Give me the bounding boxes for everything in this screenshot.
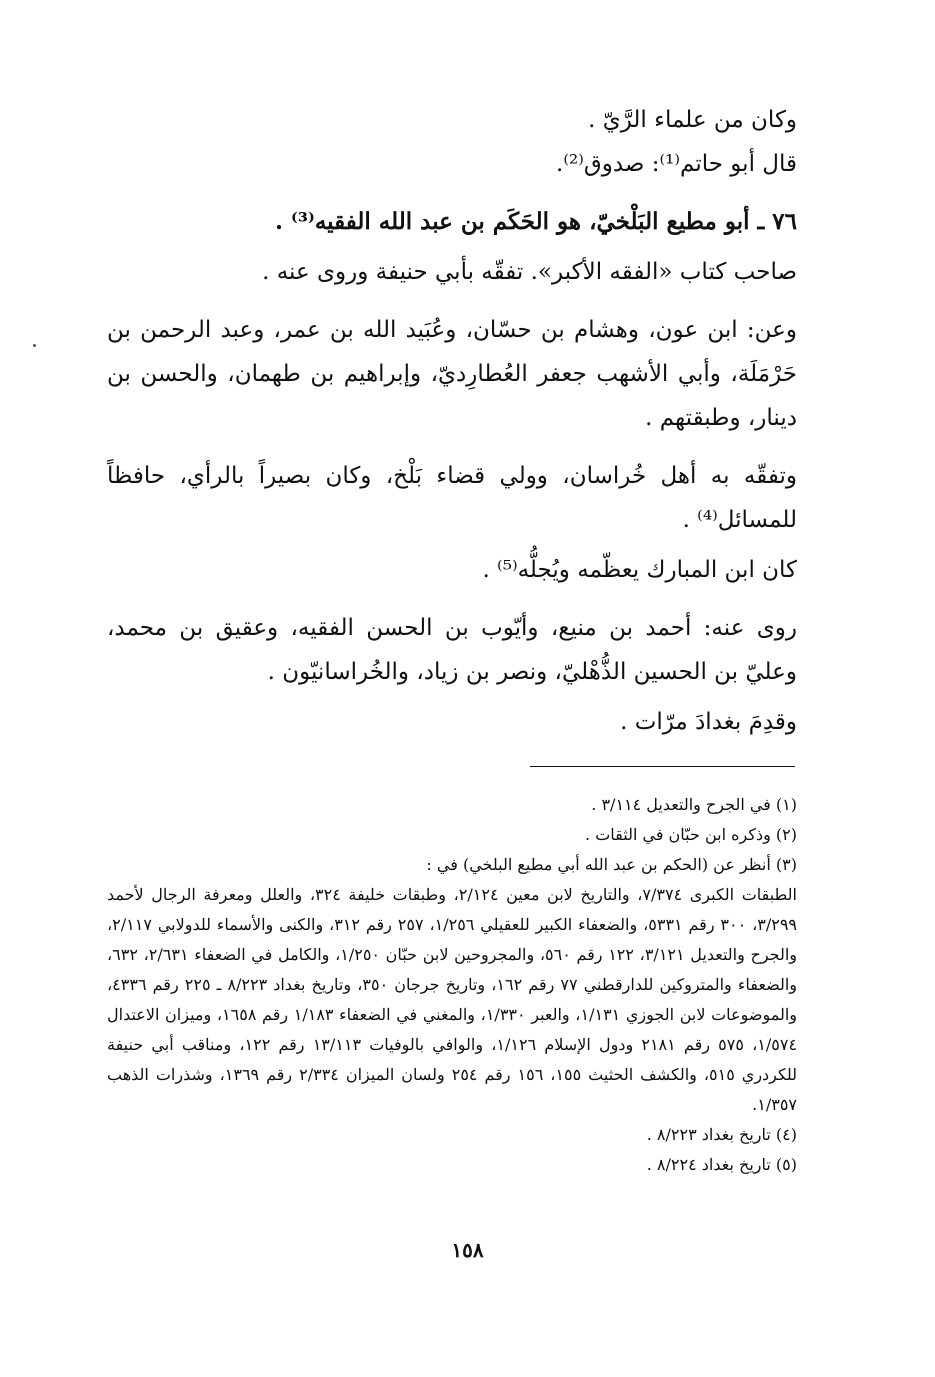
page-number: ١٥٨ bbox=[451, 1238, 484, 1262]
footnote-divider bbox=[530, 766, 795, 767]
paragraph: وتفقّه به أهل خُراسان، وولي قضاء بَلْخ، وكان بصيراً بالرأي، حافظاً للمسائل⁽⁴⁾ . bbox=[107, 463, 798, 533]
footnote: (٢) وذكره ابن حبّان في الثقات . bbox=[585, 825, 797, 844]
footnote-body: الطبقات الكبرى ٧/٣٧٤، والتاريخ لابن معين ٢/١٢٤، وطبقات خليفة ٣٢٤، والعلل ومعرفة الرجال لأحمد ٣/٢٩٩، ٣٠٠ رقم ٥٣٣١، والضعفاء الكبير للعقيلي ١/٢٥٦، ٢٥٧ رقم ٣١٢، والكنى والأسماء للدولابي ٢/١١٧، والجرح والتعديل ٣/١٢١، ١٢٢ رقم ٥٦٠، والمجروحين لابن حبّان ١/٢٥٠، والكامل في الضعفاء ٢/٦٣١، ٦٣٢، والضعفاء والمتروكين للدارقطني ٧٧ رقم ١٦٢، وتاريخ جرجان ٣٥٠، وتاريخ بغداد ٨/٢٢٣ ـ ٢٢٥ رقم ٤٣٣٦، والموضوعات لابن الجوزي ١/١٣١، والعبر ١/٣٣٠، والمغني في الضعفاء ١/١٨٣ رقم ١٦٥٨، وميزان الاعتدال ١/٥٧٤، ٥٧٥ رقم ٢١٨١ ودول الإسلام ١/١٢٦، والوافي بالوفيات ١٣/١١٣ رقم ١٢٢، ومناقب أبي حنيفة للكردري ٥١٥، والكشف الحثيث ١٥٥، ١٥٦ رقم ٢٥٤ ولسان الميزان ٢/٣٣٤ رقم ١٣٦٩، وشذرات الذهب ١/٣٥٧. bbox=[107, 885, 798, 1114]
footnotes bbox=[107, 790, 797, 1180]
entry-heading: ٧٦ ـ أبو مطيع البَلْخيّ، هو الحَكَم بن عبد الله الفقيه⁽³⁾ . bbox=[275, 208, 797, 235]
main-text bbox=[107, 98, 797, 744]
paragraph: روى عنه: أحمد بن منيع، وأيّوب بن الحسن الفقيه، وعقيق بن محمد، وعليّ بن الحسين الذُّهْليّ، ونصر بن زياد، والخُراسانيّون . bbox=[107, 615, 797, 685]
footnote: (٤) تاريخ بغداد ٨/٢٢٣ . bbox=[646, 1125, 797, 1144]
paragraph: وقدِمَ بغدادَ مرّات . bbox=[620, 709, 797, 735]
scan-speck bbox=[33, 344, 36, 347]
footnote: (٣) أنظر عن (الحكم بن عبد الله أبي مطيع البلخي) في : bbox=[426, 855, 797, 874]
text-line: صاحب كتاب «الفقه الأكبر». تفقّه بأبي حنيفة وروى عنه . bbox=[262, 259, 797, 285]
footnote: (١) في الجرح والتعديل ٣/١١٤ . bbox=[591, 795, 797, 814]
text-line: قال أبو حاتم⁽¹⁾: صدوق⁽²⁾. bbox=[556, 151, 797, 177]
text-line: وكان من علماء الرَّيّ . bbox=[588, 107, 797, 133]
paragraph: وعن: ابن عون، وهشام بن حسّان، وعُبَيد الله بن عمر، وعبد الرحمن بن حَرْمَلَة، وأبي الأشهب جعفر العُطارِديّ، وإبراهيم بن طهمان، والحسن بن دينار، وطبقتهم . bbox=[107, 317, 797, 431]
footnote: (٥) تاريخ بغداد ٨/٢٢٤ . bbox=[646, 1155, 797, 1174]
paragraph: كان ابن المبارك يعظّمه ويُجلُّه⁽⁵⁾ . bbox=[482, 557, 797, 583]
